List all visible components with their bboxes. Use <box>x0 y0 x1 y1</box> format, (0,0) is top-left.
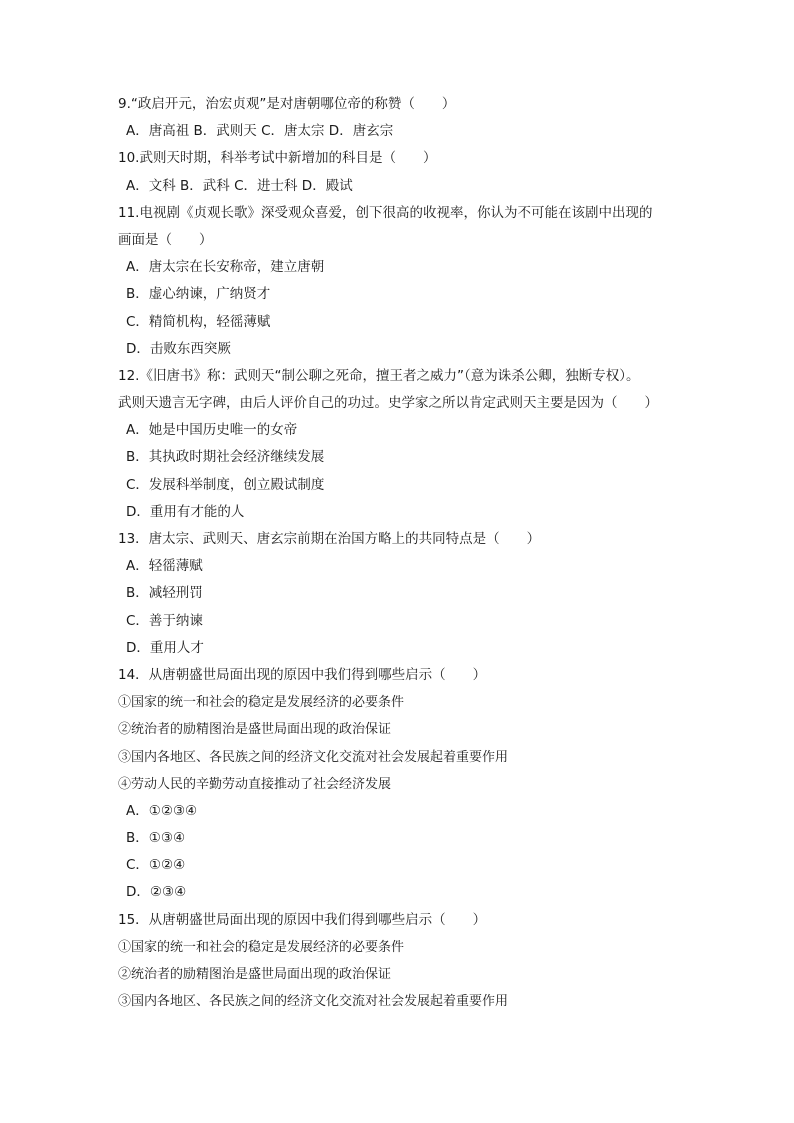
question-14-option-d: D．②③④ <box>126 884 187 901</box>
question-13-option-d: D．重用人才 <box>126 639 204 656</box>
question-14-option-a: A．①②③④ <box>126 802 198 819</box>
question-10-stem: 10.武则天时期，科举考试中新增加的科目是（ ） <box>118 150 437 167</box>
question-14-stem: 14．从唐朝盛世局面出现的原因中我们得到哪些启示（ ） <box>118 666 487 683</box>
exam-page <box>118 91 688 1015</box>
question-15-stem: 15．从唐朝盛世局面出现的原因中我们得到哪些启示（ ） <box>118 911 487 928</box>
question-12-option-b: B．其执政时期社会经济继续发展 <box>126 449 325 466</box>
question-12-stem-line-1: 12.《旧唐书》称：武则天“制公聊之死命，擅王者之威力”（意为诛杀公卿，独断专权）。 <box>118 367 640 384</box>
question-13-stem: 13．唐太宗、武则天、唐玄宗前期在治国方略上的共同特点是（ ） <box>118 531 541 547</box>
question-14-statement-2: ②统治者的励精图治是盛世局面出现的政治保证 <box>118 722 392 738</box>
question-13-option-c: C．善于纳谏 <box>126 612 203 629</box>
question-15-statement-2: ②统治者的励精图治是盛世局面出现的政治保证 <box>118 967 392 982</box>
question-11-option-d: D．击败东西突厥 <box>126 340 231 357</box>
question-10-options: A．文科 B．武科 C．进士科 D．殿试 <box>126 177 353 194</box>
question-14-option-c: C．①②④ <box>126 857 186 874</box>
question-11-stem-line-2: 画面是（ ） <box>118 231 213 248</box>
question-13-option-a: A．轻徭薄赋 <box>126 558 203 575</box>
question-15-statement-3: ③国内各地区、各民族之间的经济文化交流对社会发展起着重要作用 <box>118 994 509 1010</box>
question-13-option-b: B．减轻刑罚 <box>126 585 203 602</box>
question-12-option-a: A．她是中国历史唯一的女帝 <box>126 422 298 439</box>
question-14-option-b: B．①③④ <box>126 830 186 847</box>
question-12-option-d: D．重用有才能的人 <box>126 503 245 520</box>
question-9-stem: 9.“政启开元，治宏贞观”是对唐朝哪位帝的称赞（ ） <box>118 96 456 112</box>
question-14-statement-4: ④劳动人民的辛勤劳动直接推动了社会经济发展 <box>118 776 392 792</box>
question-12-stem-line-2: 武则天遗言无字碑，由后人评价自己的功过。史学家之所以肯定武则天主要是因为（ ） <box>118 395 658 412</box>
question-11-option-c: C．精简机构，轻徭薄赋 <box>126 313 271 330</box>
question-11-option-b: B．虚心纳谏，广纳贤才 <box>126 286 271 303</box>
question-14-statement-3: ③国内各地区、各民族之间的经济文化交流对社会发展起着重要作用 <box>118 749 509 765</box>
question-9-options: A．唐高祖 B．武则天 C．唐太宗 D．唐玄宗 <box>126 123 394 140</box>
question-11-option-a: A．唐太宗在长安称帝，建立唐朝 <box>126 259 325 276</box>
question-12-option-c: C．发展科举制度，创立殿试制度 <box>126 476 325 493</box>
question-15-statement-1: ①国家的统一和社会的稳定是发展经济的必要条件 <box>118 939 405 955</box>
question-14-statement-1: ①国家的统一和社会的稳定是发展经济的必要条件 <box>118 695 405 711</box>
question-11-stem-line-1: 11.电视剧《贞观长歌》深受观众喜爱，创下很高的收视率，你认为不可能在该剧中出现的 <box>118 204 653 221</box>
